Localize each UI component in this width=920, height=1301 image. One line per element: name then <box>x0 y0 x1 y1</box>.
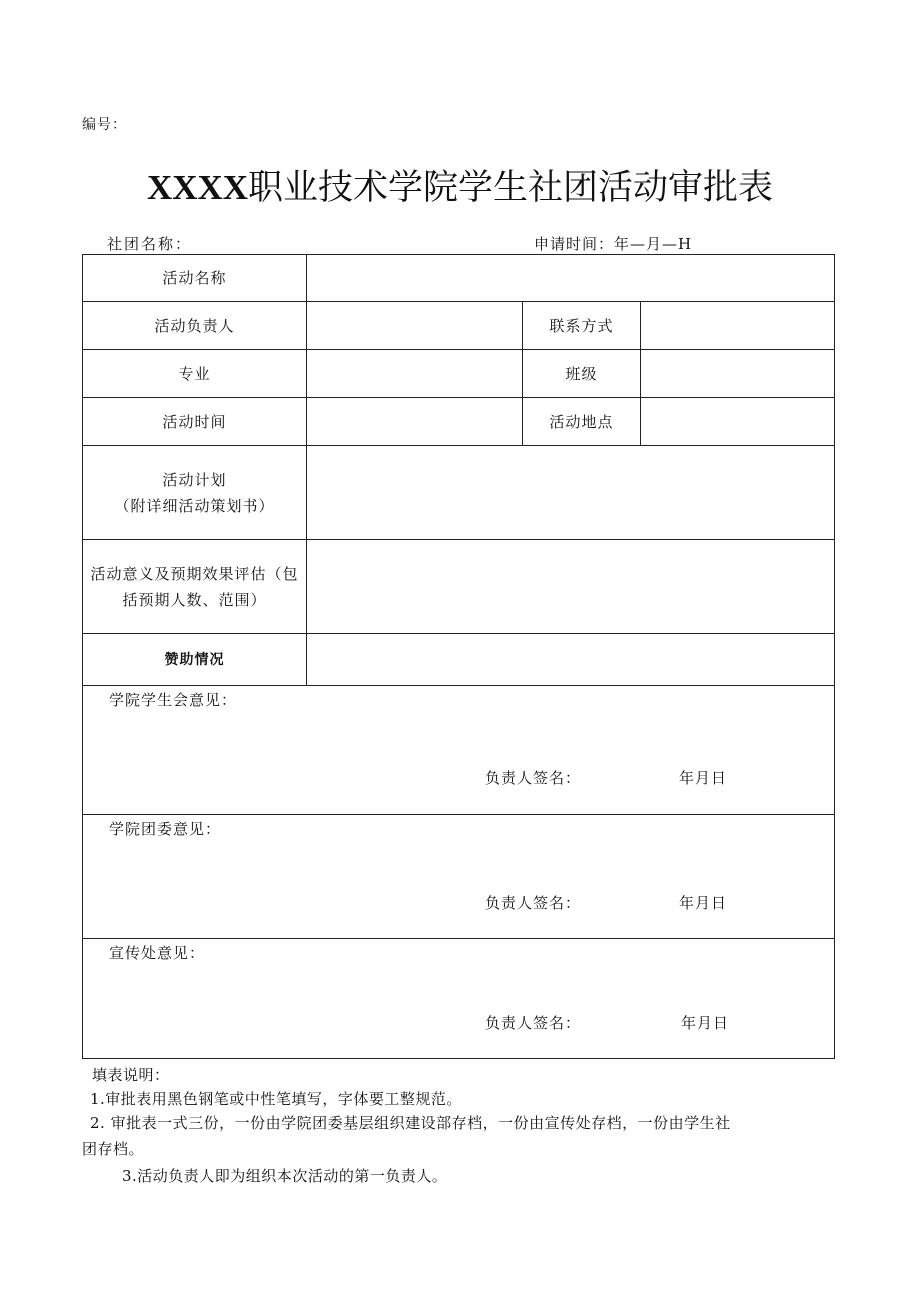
activity-name-label: 活动名称 <box>162 269 227 287</box>
major-field[interactable] <box>307 350 522 397</box>
sponsor-label: 赞助情况 <box>164 651 225 668</box>
youth-league-sign-label: 负责人签名： <box>485 894 582 912</box>
youth-league-opinion-label: 学院团委意见： <box>109 820 222 838</box>
significance-label-line2: 括预期人数、范围） <box>122 590 267 609</box>
activity-plan-sub-label: （附详细活动策划书） <box>114 496 275 515</box>
notes-item-2-continued: 团存档。 <box>82 1140 145 1158</box>
contact-field[interactable] <box>641 302 834 349</box>
youth-league-date-label: 年月日 <box>679 894 728 912</box>
publicity-date-label: 年月日 <box>681 1014 730 1032</box>
activity-location-label: 活动地点 <box>549 412 614 431</box>
activity-time-label: 活动时间 <box>162 412 227 431</box>
sponsor-field[interactable] <box>307 634 834 685</box>
title-school-placeholder: XXXX <box>146 168 249 207</box>
title-text: 职业技术学院学生社团活动审批表 <box>248 168 774 208</box>
activity-plan-label: 活动计划 <box>162 470 227 489</box>
significance-label-cell <box>83 540 306 633</box>
activity-name-field[interactable] <box>307 255 834 301</box>
notes-item-2: 2. 审批表一式三份，一份由学院团委基层组织建设部存档，一份由宣传处存档，一份由学生社 <box>90 1114 731 1132</box>
activity-plan-label-cell <box>83 446 306 539</box>
publicity-sign-label: 负责人签名： <box>485 1014 582 1032</box>
apply-time-label: 申请时间：年—月—H <box>534 235 693 253</box>
significance-label-line1: 活动意义及预期效果评估（包 <box>90 564 299 583</box>
page-title <box>0 160 920 210</box>
approval-form-table <box>82 254 835 1059</box>
activity-plan-field[interactable] <box>307 446 834 539</box>
activity-leader-label: 活动负责人 <box>154 316 235 335</box>
student-union-date-label: 年月日 <box>679 769 728 787</box>
activity-time-field[interactable] <box>307 398 522 445</box>
serial-number-label: 编号： <box>82 117 127 133</box>
student-union-sign-label: 负责人签名： <box>485 769 582 787</box>
major-label: 专业 <box>178 364 211 383</box>
class-field[interactable] <box>641 350 834 397</box>
significance-field[interactable] <box>307 540 834 633</box>
notes-item-3: 3.活动负责人即为组织本次活动的第一负责人。 <box>122 1167 448 1185</box>
notes-item-1: 1.审批表用黑色钢笔或中性笔填写，字体要工整规范。 <box>90 1090 462 1108</box>
activity-location-field[interactable] <box>641 398 834 445</box>
notes-heading: 填表说明： <box>92 1066 170 1084</box>
publicity-opinion-label: 宣传处意见： <box>109 944 206 962</box>
club-name-label: 社团名称： <box>107 235 193 253</box>
activity-leader-field[interactable] <box>307 302 522 349</box>
class-label: 班级 <box>565 364 598 383</box>
contact-label: 联系方式 <box>549 316 614 335</box>
student-union-opinion-label: 学院学生会意见： <box>109 691 238 709</box>
